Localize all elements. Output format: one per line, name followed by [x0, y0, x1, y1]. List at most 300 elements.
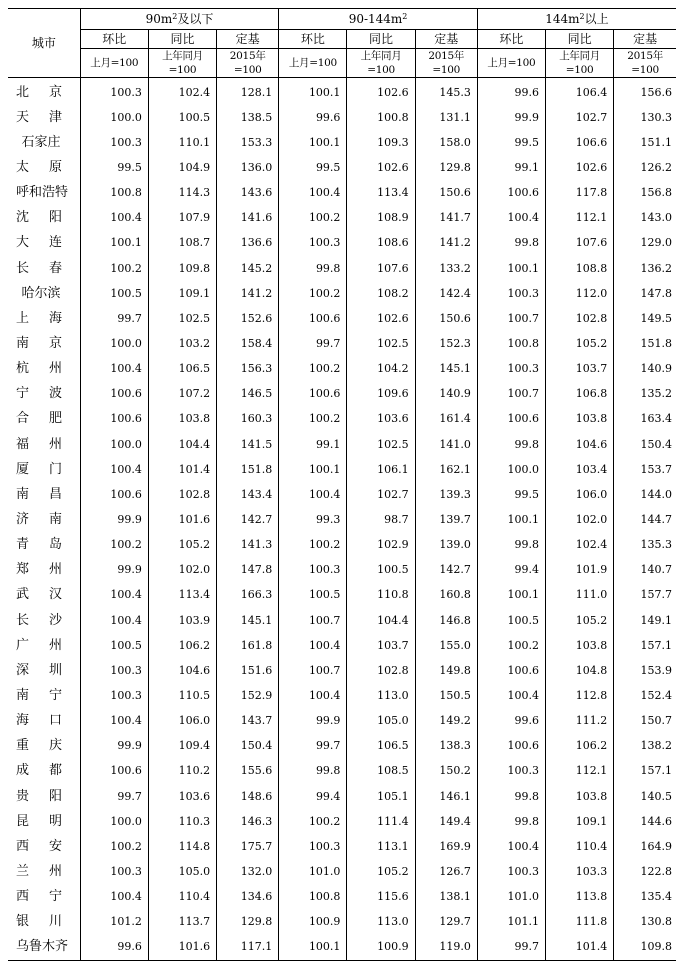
city-char: 南	[16, 335, 30, 351]
city-char: 京	[48, 335, 62, 351]
index-value: 99.5	[477, 482, 545, 507]
index-value: 102.0	[148, 558, 216, 583]
header-yoy: 同比	[347, 30, 415, 49]
index-value: 100.3	[80, 658, 148, 683]
index-value: 134.6	[217, 885, 279, 910]
city-char: 武	[16, 587, 30, 603]
city-char: 州	[48, 361, 62, 377]
table-row	[8, 482, 676, 507]
index-value: 100.5	[477, 608, 545, 633]
city-char: 春	[48, 260, 62, 276]
index-value: 99.8	[477, 784, 545, 809]
index-value: 99.6	[477, 78, 545, 106]
index-value: 146.8	[415, 608, 477, 633]
index-value: 144.0	[640, 487, 672, 501]
city-char: 庆	[48, 738, 62, 754]
index-value: 114.3	[148, 181, 216, 206]
index-value: 150.4	[217, 734, 279, 759]
city-name-text	[16, 890, 62, 904]
index-value: 145.1	[217, 608, 279, 633]
city-name-text	[16, 664, 62, 678]
index-value: 108.7	[148, 231, 216, 256]
table-row	[8, 734, 676, 759]
index-value: 99.5	[477, 130, 545, 155]
header-base-last-month: 上月=100	[80, 49, 148, 78]
city-char: 青	[16, 537, 30, 553]
index-value: 99.8	[477, 231, 545, 256]
header-base-last-month: 上月=100	[477, 49, 545, 78]
city-char: 长	[16, 260, 30, 276]
table-row	[8, 256, 676, 281]
index-value: 140.5	[640, 789, 672, 803]
city-name	[8, 558, 80, 583]
index-value: 100.8	[80, 181, 148, 206]
index-value: 100.6	[80, 482, 148, 507]
index-value: 113.0	[347, 910, 415, 935]
table-row	[8, 809, 676, 834]
index-value: 99.3	[279, 507, 347, 532]
index-value: 108.5	[347, 759, 415, 784]
city-name	[8, 859, 80, 884]
index-value: 141.5	[217, 432, 279, 457]
city-name	[8, 910, 80, 935]
city-name-text	[16, 387, 62, 401]
city-name	[8, 181, 80, 206]
city-char: 重	[16, 738, 30, 754]
index-value: 140.9	[640, 362, 672, 376]
index-value: 155.6	[217, 759, 279, 784]
city-name	[8, 608, 80, 633]
table-row	[8, 231, 676, 256]
city-char: 圳	[48, 662, 62, 678]
index-value: 102.6	[347, 78, 415, 106]
index-value: 100.6	[80, 407, 148, 432]
index-value: 132.0	[217, 859, 279, 884]
header-mom: 环比	[80, 30, 148, 49]
city-name-text	[16, 488, 62, 502]
index-value: 106.0	[546, 482, 614, 507]
index-value: 100.3	[80, 130, 148, 155]
index-value: 136.0	[217, 155, 279, 180]
city-char: 深	[16, 662, 30, 678]
index-value: 104.4	[148, 432, 216, 457]
header-base-last-year: 上年同月=100	[546, 49, 614, 78]
table-row	[8, 658, 676, 683]
index-value: 131.1	[415, 105, 477, 130]
index-value: 100.4	[279, 633, 347, 658]
index-value: 103.8	[546, 633, 614, 658]
city-name-text	[16, 86, 62, 100]
city-name-text	[16, 412, 62, 426]
index-value: 126.7	[415, 859, 477, 884]
index-value: 106.5	[347, 734, 415, 759]
city-name-text	[16, 714, 62, 728]
city-name-text	[16, 639, 62, 653]
table-row	[8, 608, 676, 633]
index-value: 142.4	[415, 281, 477, 306]
index-value: 128.1	[217, 78, 279, 106]
index-value: 104.2	[347, 357, 415, 382]
index-value: 133.2	[415, 256, 477, 281]
index-value: 110.8	[347, 583, 415, 608]
index-value: 149.4	[415, 809, 477, 834]
city-name	[8, 709, 80, 734]
city-char: 昌	[48, 486, 62, 502]
city-name	[8, 407, 80, 432]
index-value: 150.4	[640, 437, 672, 451]
table-row	[8, 533, 676, 558]
index-value: 144.7	[640, 512, 672, 526]
header-base-2015: 2015年=100	[614, 49, 676, 78]
index-value: 145.2	[217, 256, 279, 281]
city-name	[8, 633, 80, 658]
table-row	[8, 457, 676, 482]
index-value: 110.4	[546, 834, 614, 859]
index-value: 99.6	[80, 935, 148, 961]
city-name	[8, 331, 80, 356]
index-value: 142.7	[415, 558, 477, 583]
index-value: 110.4	[148, 885, 216, 910]
index-value: 103.8	[546, 784, 614, 809]
index-value: 100.2	[80, 834, 148, 859]
index-value: 100.4	[80, 457, 148, 482]
index-value: 100.5	[148, 105, 216, 130]
index-value: 103.7	[347, 633, 415, 658]
index-value: 113.4	[148, 583, 216, 608]
city-name-text: 石家庄	[21, 134, 61, 150]
index-value: 101.0	[477, 885, 545, 910]
city-name-text	[16, 236, 62, 250]
index-value: 100.1	[80, 231, 148, 256]
index-value: 115.6	[347, 885, 415, 910]
city-name-text	[16, 111, 62, 125]
city-name-text	[16, 513, 62, 527]
city-char: 宁	[48, 889, 62, 905]
city-name	[8, 885, 80, 910]
header-yoy: 同比	[546, 30, 614, 49]
index-value: 100.3	[477, 859, 545, 884]
index-value: 100.0	[477, 457, 545, 482]
city-char: 宁	[16, 386, 30, 402]
table-row	[8, 130, 676, 155]
table-row	[8, 306, 676, 331]
header-mom: 环比	[279, 30, 347, 49]
city-name	[8, 382, 80, 407]
index-value: 99.9	[80, 734, 148, 759]
index-value: 158.4	[217, 331, 279, 356]
index-value: 102.5	[347, 331, 415, 356]
index-value: 100.2	[279, 281, 347, 306]
table-row	[8, 633, 676, 658]
index-value: 98.7	[347, 507, 415, 532]
table-row	[8, 206, 676, 231]
index-value: 139.3	[415, 482, 477, 507]
index-value: 103.3	[546, 859, 614, 884]
index-value: 99.9	[279, 709, 347, 734]
city-name	[8, 507, 80, 532]
index-value: 100.4	[477, 834, 545, 859]
index-value: 106.0	[148, 709, 216, 734]
header-yoy: 同比	[148, 30, 216, 49]
index-value: 100.4	[477, 683, 545, 708]
city-name	[8, 78, 80, 106]
index-value: 100.6	[477, 407, 545, 432]
city-char: 南	[16, 486, 30, 502]
index-value: 102.4	[546, 533, 614, 558]
city-name	[8, 432, 80, 457]
index-value: 100.4	[80, 206, 148, 231]
city-char: 州	[48, 637, 62, 653]
index-value: 157.7	[640, 588, 672, 602]
index-value: 145.1	[415, 357, 477, 382]
index-value: 152.4	[640, 688, 672, 702]
city-name	[8, 734, 80, 759]
index-value: 150.6	[415, 306, 477, 331]
index-value: 106.2	[148, 633, 216, 658]
city-char: 波	[48, 386, 62, 402]
city-name-text	[16, 865, 62, 879]
index-value: 101.9	[546, 558, 614, 583]
index-value: 141.2	[415, 231, 477, 256]
index-value: 146.1	[415, 784, 477, 809]
index-value: 155.0	[415, 633, 477, 658]
index-value: 144.6	[640, 814, 672, 828]
index-value: 109.1	[546, 809, 614, 834]
index-value: 138.5	[217, 105, 279, 130]
index-value: 136.6	[217, 231, 279, 256]
index-value: 100.4	[477, 206, 545, 231]
index-value: 141.7	[415, 206, 477, 231]
city-char: 阳	[48, 788, 62, 804]
city-char: 汉	[48, 587, 62, 603]
index-value: 138.2	[640, 739, 672, 753]
index-value: 156.8	[640, 186, 672, 200]
index-value: 111.2	[546, 709, 614, 734]
city-char: 州	[48, 863, 62, 879]
index-value: 108.8	[546, 256, 614, 281]
index-value: 141.3	[217, 533, 279, 558]
city-char: 海	[16, 713, 30, 729]
city-name-text	[16, 739, 62, 753]
index-value: 102.8	[347, 658, 415, 683]
index-value: 100.4	[279, 482, 347, 507]
city-name-text: 乌鲁木齐	[16, 939, 69, 955]
index-value: 99.7	[477, 935, 545, 961]
index-value: 103.7	[546, 357, 614, 382]
index-value: 143.6	[217, 181, 279, 206]
city-name-text: 哈尔滨	[21, 285, 61, 301]
index-value: 99.7	[80, 306, 148, 331]
index-value: 103.9	[148, 608, 216, 633]
index-value: 102.6	[347, 155, 415, 180]
index-value: 102.9	[347, 533, 415, 558]
index-value: 107.2	[148, 382, 216, 407]
city-name	[8, 784, 80, 809]
header-base-2015: 2015年=100	[217, 49, 279, 78]
city-char: 京	[48, 84, 62, 100]
index-value: 100.3	[477, 357, 545, 382]
table-row	[8, 885, 676, 910]
index-value: 100.6	[477, 181, 545, 206]
index-value: 157.1	[640, 764, 672, 778]
index-value: 110.1	[148, 130, 216, 155]
index-value: 100.6	[80, 759, 148, 784]
index-value: 100.7	[477, 306, 545, 331]
city-name-text: 呼和浩特	[16, 185, 69, 201]
city-char: 都	[48, 763, 62, 779]
index-value: 105.0	[347, 709, 415, 734]
index-value: 130.8	[640, 915, 672, 929]
index-value: 101.4	[148, 457, 216, 482]
index-value: 160.3	[217, 407, 279, 432]
city-name	[8, 155, 80, 180]
index-value: 104.6	[148, 658, 216, 683]
city-char: 厦	[16, 461, 30, 477]
index-value: 100.4	[279, 181, 347, 206]
index-value: 111.4	[347, 809, 415, 834]
index-value: 101.4	[546, 935, 614, 961]
city-char: 津	[48, 109, 62, 125]
table-row	[8, 784, 676, 809]
index-value: 100.1	[477, 256, 545, 281]
city-name	[8, 683, 80, 708]
city-name	[8, 281, 80, 306]
index-value: 101.2	[80, 910, 148, 935]
city-char: 州	[48, 436, 62, 452]
index-value: 146.3	[217, 809, 279, 834]
index-value: 99.8	[477, 533, 545, 558]
index-value: 107.9	[148, 206, 216, 231]
index-value: 100.2	[477, 633, 545, 658]
index-value: 138.1	[415, 885, 477, 910]
index-value: 152.9	[217, 683, 279, 708]
index-value: 100.3	[477, 759, 545, 784]
index-value: 152.3	[415, 331, 477, 356]
index-value: 100.1	[477, 583, 545, 608]
index-value: 100.6	[279, 382, 347, 407]
index-value: 100.2	[80, 533, 148, 558]
header-group-large: $144m^2$以上	[477, 9, 676, 30]
index-value: 141.6	[217, 206, 279, 231]
city-char: 上	[16, 310, 30, 326]
index-value: 107.6	[347, 256, 415, 281]
index-value: 104.6	[546, 432, 614, 457]
index-value: 113.7	[148, 910, 216, 935]
city-char: 贵	[16, 788, 30, 804]
index-value: 99.4	[279, 784, 347, 809]
city-char: 成	[16, 763, 30, 779]
index-value: 105.2	[148, 533, 216, 558]
index-value: 99.8	[279, 256, 347, 281]
city-char: 北	[16, 84, 30, 100]
index-value: 100.3	[279, 558, 347, 583]
index-value: 108.2	[347, 281, 415, 306]
index-value: 111.0	[546, 583, 614, 608]
city-name	[8, 759, 80, 784]
index-value: 113.8	[546, 885, 614, 910]
index-value: 113.1	[347, 834, 415, 859]
index-value: 102.6	[546, 155, 614, 180]
index-value: 100.2	[279, 407, 347, 432]
index-value: 100.3	[279, 231, 347, 256]
index-value: 100.6	[80, 382, 148, 407]
index-value: 100.1	[279, 78, 347, 106]
index-value: 99.7	[279, 734, 347, 759]
city-name-text	[16, 815, 62, 829]
index-value: 103.2	[148, 331, 216, 356]
city-name	[8, 482, 80, 507]
index-value: 147.8	[640, 286, 672, 300]
city-char: 口	[48, 713, 62, 729]
index-value: 151.1	[640, 135, 672, 149]
index-value: 139.0	[415, 533, 477, 558]
index-value: 151.6	[217, 658, 279, 683]
index-value: 109.8	[640, 940, 672, 954]
index-value: 100.1	[477, 507, 545, 532]
city-name	[8, 231, 80, 256]
city-name-text	[16, 915, 62, 929]
index-value: 151.8	[217, 457, 279, 482]
city-name-text	[16, 463, 62, 477]
index-value: 164.9	[640, 839, 672, 853]
header-group-medium: $90-144m^2$	[279, 9, 478, 30]
index-value: 108.6	[347, 231, 415, 256]
index-value: 103.8	[148, 407, 216, 432]
city-name-text	[16, 312, 62, 326]
index-value: 129.8	[415, 155, 477, 180]
city-name	[8, 457, 80, 482]
header-base-last-year: 上年同月=100	[347, 49, 415, 78]
index-value: 161.8	[217, 633, 279, 658]
price-index-table	[8, 8, 676, 961]
city-name	[8, 306, 80, 331]
index-value: 146.5	[217, 382, 279, 407]
index-value: 103.8	[546, 407, 614, 432]
city-name	[8, 105, 80, 130]
index-value: 112.1	[546, 206, 614, 231]
city-char: 济	[16, 511, 30, 527]
index-value: 136.2	[640, 261, 672, 275]
index-value: 101.1	[477, 910, 545, 935]
index-value: 102.6	[347, 306, 415, 331]
city-name-text	[16, 337, 62, 351]
table-row	[8, 834, 676, 859]
index-value: 102.5	[347, 432, 415, 457]
index-value: 106.4	[546, 78, 614, 106]
index-value: 143.4	[217, 482, 279, 507]
index-value: 112.0	[546, 281, 614, 306]
index-value: 104.4	[347, 608, 415, 633]
index-value: 158.0	[415, 130, 477, 155]
index-value: 102.7	[546, 105, 614, 130]
index-value: 108.9	[347, 206, 415, 231]
city-char: 肥	[48, 411, 62, 427]
index-value: 100.8	[477, 331, 545, 356]
table-row	[8, 759, 676, 784]
index-value: 100.1	[279, 457, 347, 482]
city-char: 南	[16, 687, 30, 703]
table-row	[8, 382, 676, 407]
table-row	[8, 331, 676, 356]
index-value: 99.9	[477, 105, 545, 130]
index-value: 105.0	[148, 859, 216, 884]
index-value: 100.6	[279, 306, 347, 331]
index-value: 101.6	[148, 935, 216, 961]
index-value: 100.8	[279, 885, 347, 910]
index-value: 104.9	[148, 155, 216, 180]
index-value: 99.6	[279, 105, 347, 130]
index-value: 157.1	[640, 638, 672, 652]
